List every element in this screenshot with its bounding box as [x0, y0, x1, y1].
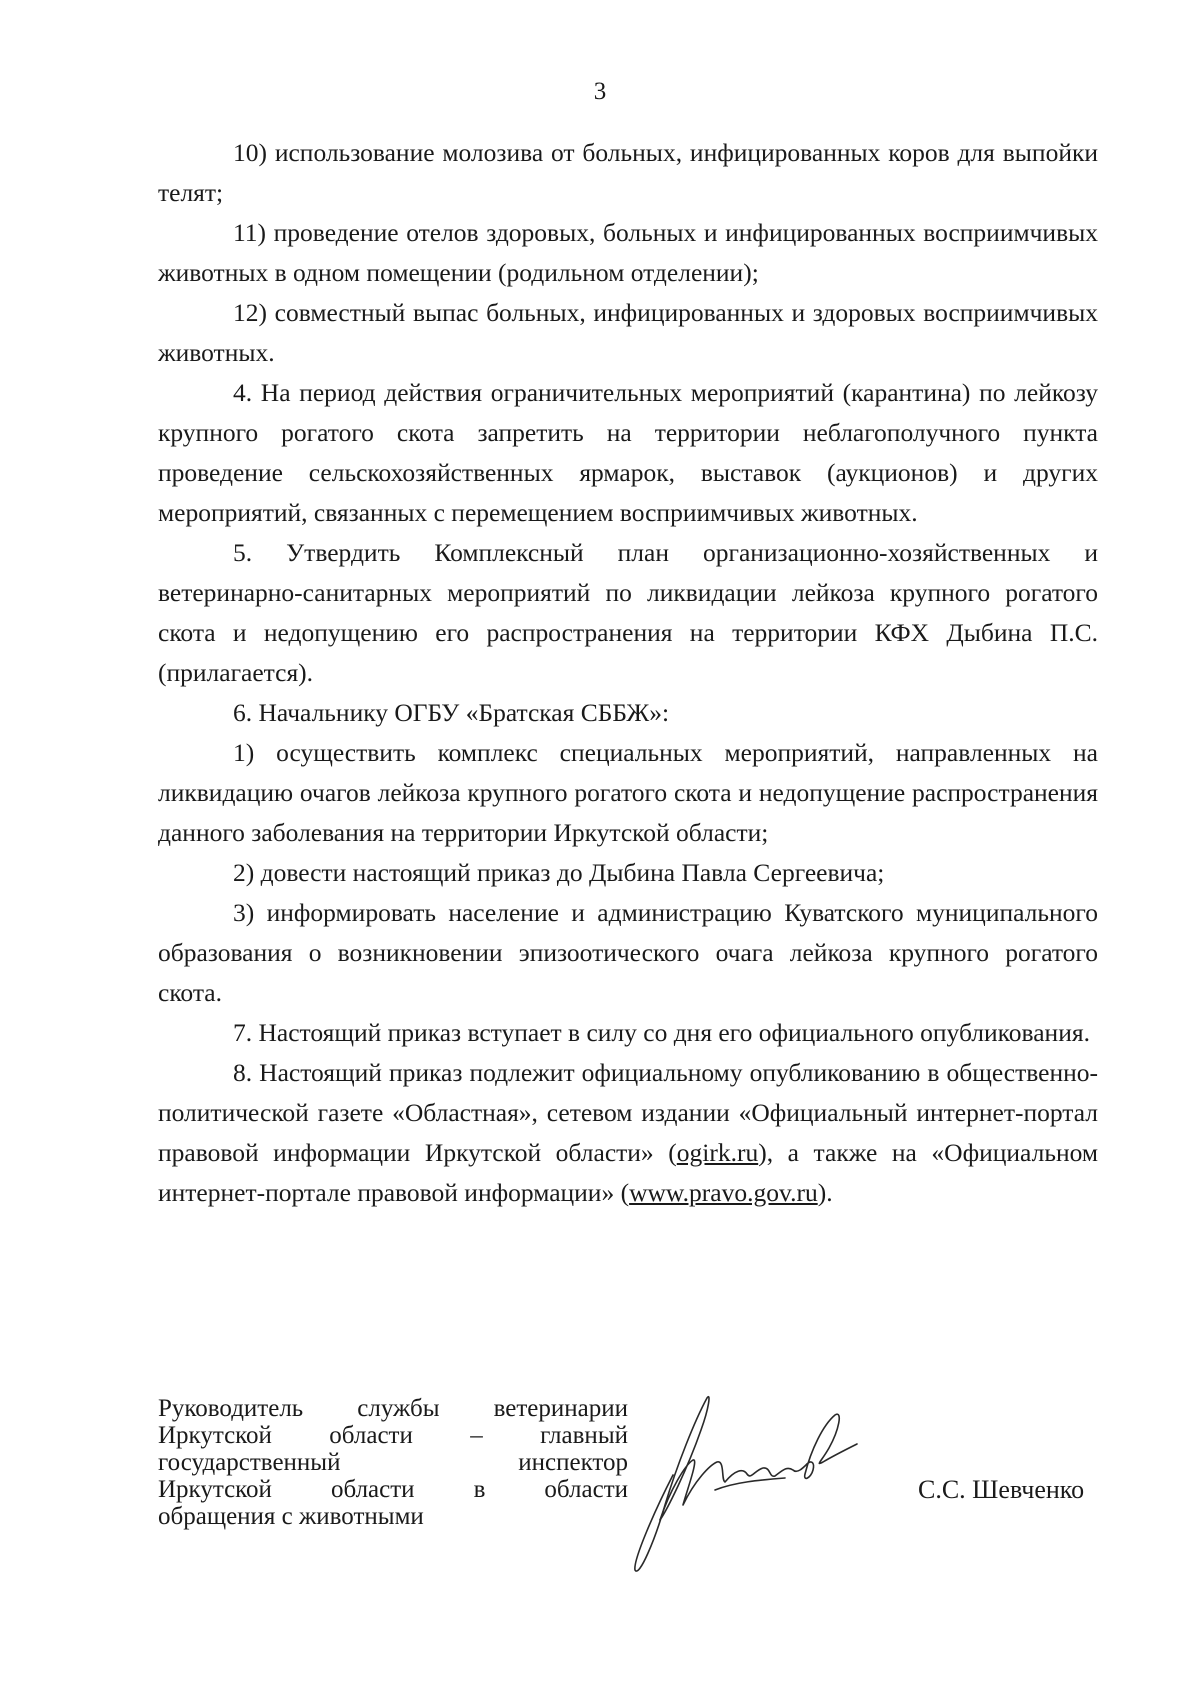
signatory-title-line: обращения с животными — [158, 1503, 424, 1530]
clause-8-text-before: 8. Настоящий приказ подлежит официальному опубликованию в общественно-политической газете «Областная», сетевом издании «Официальный интернет-портал правовой информации Иркутской области» ( — [158, 1058, 1098, 1167]
signatory-title-line: государственный инспектор — [158, 1449, 628, 1476]
document-body — [158, 133, 1098, 1213]
handwritten-signature — [625, 1370, 885, 1580]
signatory-title-line: Руководитель службы ветеринарии — [158, 1395, 628, 1422]
paragraph-clause-5: 5. Утвердить Комплексный план организационно-хозяйственных и ветеринарно-санитарных мероприятий по ликвидации лейкоза крупного рогатого скота и недопущению его распространения на территории КФХ Дыбина П.С. (прилагается). — [158, 538, 1098, 687]
paragraph-clause-6: 6. Начальнику ОГБУ «Братская СББЖ»: — [233, 698, 670, 727]
paragraph-item-12: 12) совместный выпас больных, инфицированных и здоровых восприимчивых животных. — [158, 298, 1098, 367]
signatory-title-line: Иркутской области в области — [158, 1476, 628, 1503]
paragraph-item-11: 11) проведение отелов здоровых, больных и инфицированных восприимчивых животных в одном помещении (родильном отделении); — [158, 218, 1098, 287]
paragraph-clause-6-item-1: 1) осуществить комплекс специальных мероприятий, направленных на ликвидацию очагов лейкоза крупного рогатого скота и недопущение распространения данного заболевания на территории Иркутской области; — [158, 738, 1098, 847]
ogirk-link[interactable]: ogirk.ru — [676, 1138, 759, 1167]
signatory-title-line: Иркутской области – главный — [158, 1422, 628, 1449]
paragraph-item-10: 10) использование молозива от больных, инфицированных коров для выпойки телят; — [158, 138, 1098, 207]
paragraph-clause-7: 7. Настоящий приказ вступает в силу со дня его официального опубликования. — [233, 1018, 1090, 1047]
paragraph-clause-4: 4. На период действия ограничительных мероприятий (карантина) по лейкозу крупного рогатого скота запретить на территории неблагополучного пункта проведение сельскохозяйственных ярмарок, выставок (аукционов) и других мероприятий, связанных с перемещением восприимчивых животных. — [158, 378, 1098, 527]
paragraph-clause-8 — [158, 1053, 1098, 1213]
clause-8-text-middle: ), а также на «Официальном интернет-портале правовой информации» ( — [158, 1138, 1098, 1207]
signer-name: С.С. Шевченко — [918, 1475, 1085, 1504]
paragraph-clause-6-item-2: 2) довести настоящий приказ до Дыбина Павла Сергеевича; — [233, 858, 885, 887]
page-number: 3 — [593, 78, 607, 105]
paragraph-clause-6-item-3: 3) информировать население и администрацию Куватского муниципального образования о возникновении эпизоотического очага лейкоза крупного рогатого скота. — [158, 898, 1098, 1007]
signatory-title — [158, 1395, 628, 1530]
pravo-gov-link[interactable]: www.pravo.gov.ru — [629, 1178, 818, 1207]
clause-8-text-after: ). — [817, 1178, 833, 1207]
